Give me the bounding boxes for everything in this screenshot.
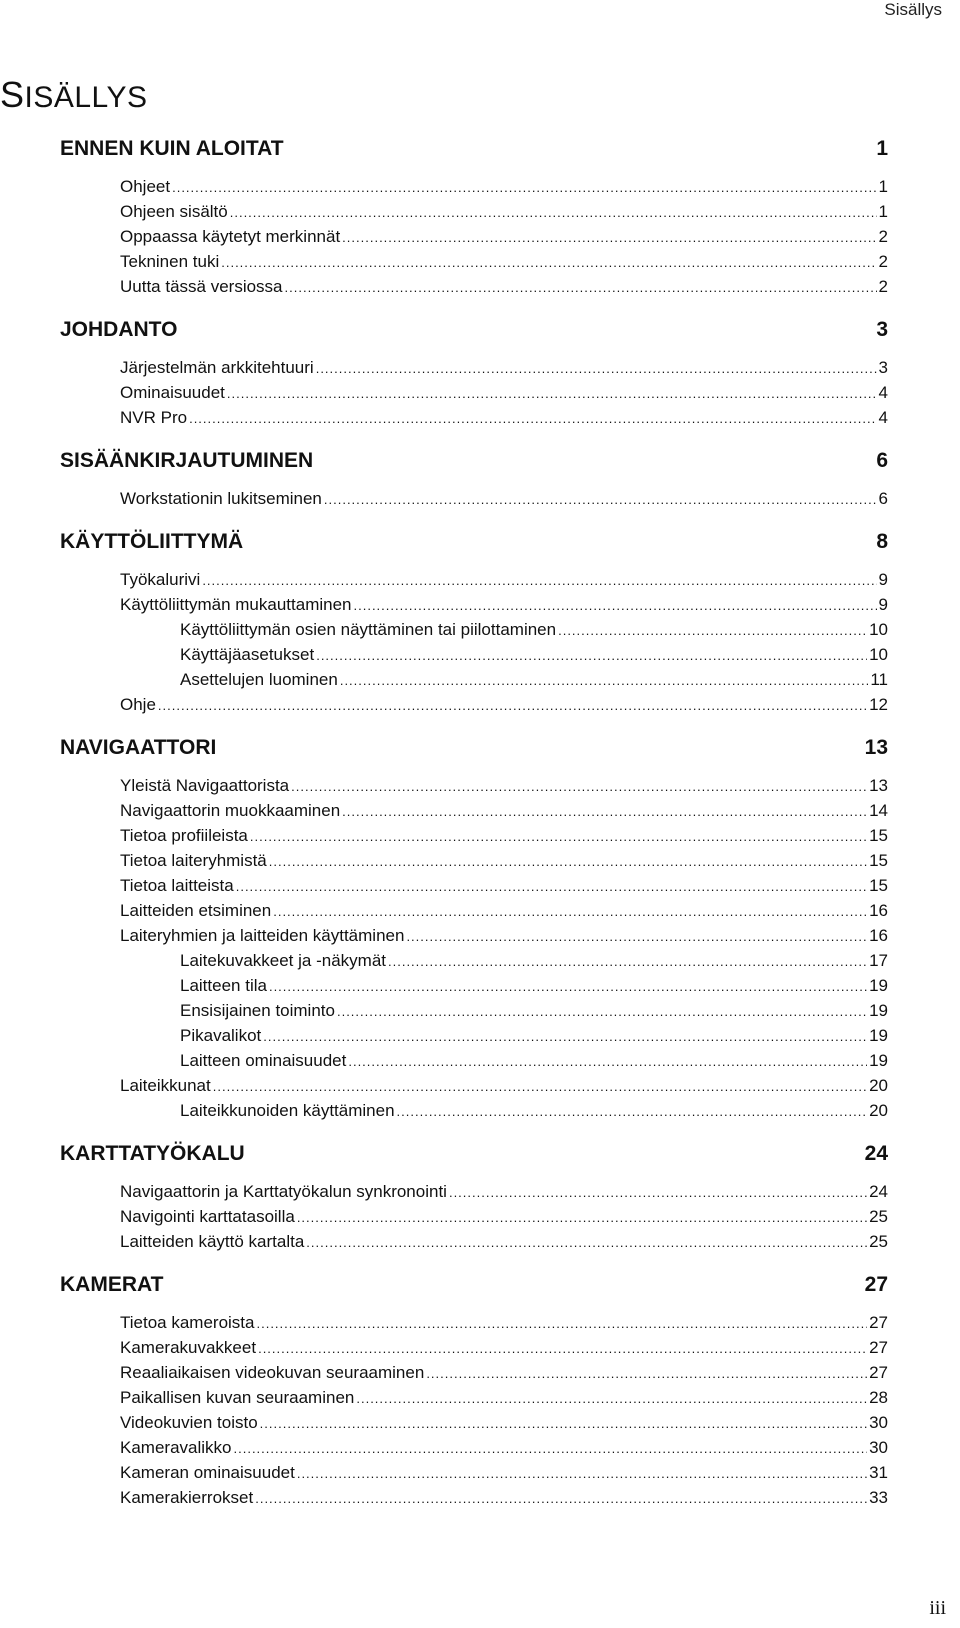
- running-header: Sisällys: [884, 0, 942, 19]
- toc-entry[interactable]: [60, 948, 888, 973]
- toc-entry-page: 25: [869, 1232, 888, 1251]
- toc-entry-page: 16: [869, 926, 888, 945]
- toc-entry[interactable]: [60, 405, 888, 430]
- toc-entry-title: Työkalurivi: [120, 570, 201, 589]
- dot-leader: [260, 1411, 867, 1436]
- dot-leader: [388, 949, 867, 974]
- dot-leader: [449, 1180, 867, 1205]
- toc-entry-page: 27: [869, 1313, 888, 1332]
- toc-entry-title: Reaaliaikaisen videokuvan seuraaminen: [120, 1363, 425, 1382]
- toc-entry-page: 16: [869, 901, 888, 920]
- toc-entry[interactable]: [60, 1385, 888, 1410]
- dot-leader: [337, 999, 867, 1024]
- dot-leader: [269, 974, 867, 999]
- toc-entry[interactable]: [60, 1229, 888, 1254]
- toc-chapter-page: 3: [876, 318, 888, 341]
- toc-entry[interactable]: [60, 998, 888, 1023]
- toc-entry-title: Pikavalikot: [180, 1026, 262, 1045]
- dot-leader: [236, 874, 867, 899]
- dot-leader: [273, 899, 867, 924]
- toc-entry-page: 30: [869, 1438, 888, 1457]
- toc-entry-title: Kamerakierrokset: [120, 1488, 254, 1507]
- toc-entry-title: Videokuvien toisto: [120, 1413, 258, 1432]
- toc-entry-page: 9: [878, 595, 888, 614]
- dot-leader: [250, 824, 867, 849]
- toc-entry-title: Laitteen ominaisuudet: [180, 1051, 347, 1070]
- toc-entry-title: Navigaattorin muokkaaminen: [120, 801, 341, 820]
- toc-entry[interactable]: [60, 642, 888, 667]
- dot-leader: [426, 1361, 867, 1386]
- toc-entry-page: 14: [869, 801, 888, 820]
- toc-entry[interactable]: [60, 567, 888, 592]
- toc-chapter-page: 8: [876, 530, 888, 553]
- dot-leader: [255, 1486, 867, 1511]
- toc-chapter[interactable]: [60, 1139, 888, 1169]
- toc-entry[interactable]: [60, 923, 888, 948]
- toc-entry-page: 20: [869, 1076, 888, 1095]
- toc-chapter-title: SISÄÄNKIRJAUTUMINEN: [60, 449, 314, 472]
- toc-entry-page: 28: [869, 1388, 888, 1407]
- toc-entry-page: 30: [869, 1413, 888, 1432]
- toc-entry-title: Käyttäjäasetukset: [180, 645, 315, 664]
- toc-entry-page: 1: [878, 177, 888, 196]
- dot-leader: [221, 250, 876, 275]
- toc-entry[interactable]: [60, 486, 888, 511]
- toc-entry[interactable]: [60, 1485, 888, 1510]
- toc-entry-title: Asettelujen luominen: [180, 670, 338, 689]
- dot-leader: [213, 1074, 867, 1099]
- toc-chapter-title: KÄYTTÖLIITTYMÄ: [60, 530, 244, 553]
- toc-chapter[interactable]: [60, 527, 888, 557]
- toc-entry-title: Navigaattorin ja Karttatyökalun synkronointi: [120, 1182, 447, 1201]
- dot-leader: [406, 924, 867, 949]
- dot-leader: [227, 381, 877, 406]
- toc-entry-title: Laiteikkunoiden käyttäminen: [180, 1101, 395, 1120]
- toc-entry[interactable]: [60, 274, 888, 299]
- toc-entry-title: Ohjeet: [120, 177, 171, 196]
- toc-entry-list: [60, 567, 888, 717]
- toc-entry-page: 19: [869, 1001, 888, 1020]
- toc-entry-page: 13: [869, 776, 888, 795]
- toc-entry-title: Ensisijainen toiminto: [180, 1001, 335, 1020]
- dot-leader: [234, 1436, 868, 1461]
- toc-entry-page: 11: [870, 670, 888, 689]
- toc-entry-list: [60, 1179, 888, 1254]
- toc-entry[interactable]: [60, 1073, 888, 1098]
- toc-chapter-page: 24: [864, 1142, 888, 1165]
- toc-entry-list: [60, 773, 888, 1123]
- toc-entry-page: 31: [869, 1463, 888, 1482]
- toc-entry[interactable]: [60, 199, 888, 224]
- toc-entry[interactable]: [60, 1310, 888, 1335]
- toc-entry-title: Workstationin lukitseminen: [120, 489, 322, 508]
- dot-leader: [285, 275, 877, 300]
- toc-entry[interactable]: [60, 380, 888, 405]
- toc-chapter-title: NAVIGAATTORI: [60, 736, 217, 759]
- dot-leader: [297, 1205, 867, 1230]
- toc-entry-page: 33: [869, 1488, 888, 1507]
- toc-entry-title: Laiteikkunat: [120, 1076, 211, 1095]
- toc-entry[interactable]: [60, 973, 888, 998]
- toc-entry-page: 27: [869, 1338, 888, 1357]
- toc-entry-list: [60, 1310, 888, 1510]
- toc-entry-title: Käyttöliittymän osien näyttäminen tai piilottaminen: [180, 620, 557, 639]
- toc-chapter[interactable]: [60, 733, 888, 763]
- toc-entry[interactable]: [60, 617, 888, 642]
- toc-entry-page: 19: [869, 976, 888, 995]
- page-title: [0, 74, 148, 116]
- toc-entry-title: Kamerakuvakkeet: [120, 1338, 257, 1357]
- dot-leader: [172, 175, 876, 200]
- toc-entry-title: Tietoa laitteista: [120, 876, 234, 895]
- page-title-initial: S: [0, 74, 25, 115]
- toc-chapter[interactable]: [60, 446, 888, 476]
- toc-entry[interactable]: [60, 823, 888, 848]
- toc-chapter[interactable]: [60, 315, 888, 345]
- toc-entry-title: Tietoa kameroista: [120, 1313, 255, 1332]
- toc-entry[interactable]: [60, 898, 888, 923]
- toc-entry-title: Uutta tässä versiossa: [120, 277, 283, 296]
- toc-entry-title: Kameran ominaisuudet: [120, 1463, 295, 1482]
- dot-leader: [306, 1230, 867, 1255]
- table-of-contents: [60, 134, 888, 1526]
- toc-entry-title: Tietoa profiileista: [120, 826, 248, 845]
- toc-entry-title: Laitteiden käyttö kartalta: [120, 1232, 305, 1251]
- toc-entry-page: 12: [869, 695, 888, 714]
- toc-entry[interactable]: [60, 1098, 888, 1123]
- toc-entry-page: 10: [869, 620, 888, 639]
- toc-entry[interactable]: [60, 1179, 888, 1204]
- toc-entry-list: [60, 355, 888, 430]
- dot-leader: [291, 774, 867, 799]
- toc-entry-page: 17: [869, 951, 888, 970]
- page-title-rest: ISÄLLYS: [24, 81, 148, 114]
- toc-entry[interactable]: [60, 1335, 888, 1360]
- toc-entry-page: 6: [878, 489, 888, 508]
- toc-entry-title: Kameravalikko: [120, 1438, 232, 1457]
- dot-leader: [397, 1099, 868, 1124]
- toc-chapter-page: 1: [876, 137, 888, 160]
- dot-leader: [354, 593, 877, 618]
- toc-entry-page: 3: [878, 358, 888, 377]
- dot-leader: [263, 1024, 867, 1049]
- toc-entry-page: 1: [878, 202, 888, 221]
- dot-leader: [297, 1461, 867, 1486]
- dot-leader: [356, 1386, 867, 1411]
- toc-entry[interactable]: [60, 798, 888, 823]
- toc-entry[interactable]: [60, 848, 888, 873]
- toc-entry-title: Ohje: [120, 695, 156, 714]
- dot-leader: [348, 1049, 867, 1074]
- dot-leader: [230, 200, 877, 225]
- toc-entry-title: Ohjeen sisältö: [120, 202, 228, 221]
- toc-entry-page: 9: [878, 570, 888, 589]
- dot-leader: [340, 668, 869, 693]
- toc-entry-title: Laitteen tila: [180, 976, 267, 995]
- toc-entry[interactable]: [60, 667, 888, 692]
- dot-leader: [189, 406, 876, 431]
- toc-entry-page: 2: [878, 252, 888, 271]
- toc-entry[interactable]: [60, 1410, 888, 1435]
- dot-leader: [558, 618, 867, 643]
- toc-entry-title: Järjestelmän arkkitehtuuri: [120, 358, 314, 377]
- toc-chapter-page: 13: [864, 736, 888, 759]
- toc-entry-title: Käyttöliittymän mukauttaminen: [120, 595, 352, 614]
- dot-leader: [342, 225, 876, 250]
- toc-entry[interactable]: [60, 355, 888, 380]
- toc-entry-title: Paikallisen kuvan seuraaminen: [120, 1388, 355, 1407]
- dot-leader: [324, 487, 877, 512]
- page-number: iii: [929, 1597, 946, 1619]
- toc-entry-title: Ominaisuudet: [120, 383, 225, 402]
- toc-entry-title: Laiteryhmien ja laitteiden käyttäminen: [120, 926, 405, 945]
- toc-entry[interactable]: [60, 1460, 888, 1485]
- toc-entry-page: 10: [869, 645, 888, 664]
- toc-entry-list: [60, 174, 888, 299]
- dot-leader: [269, 849, 867, 874]
- dot-leader: [256, 1311, 867, 1336]
- toc-entry-page: 24: [869, 1182, 888, 1201]
- toc-chapter-title: KAMERAT: [60, 1273, 164, 1296]
- toc-entry-page: 4: [878, 383, 888, 402]
- toc-chapter[interactable]: [60, 1270, 888, 1300]
- toc-chapter-title: ENNEN KUIN ALOITAT: [60, 137, 284, 160]
- toc-entry[interactable]: [60, 1023, 888, 1048]
- toc-entry-list: [60, 486, 888, 511]
- toc-entry-title: Tekninen tuki: [120, 252, 220, 271]
- toc-entry[interactable]: [60, 249, 888, 274]
- toc-entry-page: 4: [878, 408, 888, 427]
- toc-chapter[interactable]: [60, 134, 888, 164]
- toc-entry-title: Oppaassa käytetyt merkinnät: [120, 227, 341, 246]
- dot-leader: [316, 356, 877, 381]
- toc-chapter-title: KARTTATYÖKALU: [60, 1142, 245, 1165]
- dot-leader: [316, 643, 867, 668]
- toc-entry[interactable]: [60, 773, 888, 798]
- toc-entry-page: 20: [869, 1101, 888, 1120]
- toc-chapter-page: 6: [876, 449, 888, 472]
- toc-entry[interactable]: [60, 1204, 888, 1229]
- toc-entry[interactable]: [60, 1435, 888, 1460]
- toc-entry[interactable]: [60, 692, 888, 717]
- toc-entry-title: Navigointi karttatasoilla: [120, 1207, 295, 1226]
- toc-entry[interactable]: [60, 873, 888, 898]
- toc-entry[interactable]: [60, 1360, 888, 1385]
- toc-entry-page: 15: [869, 851, 888, 870]
- toc-entry-page: 15: [869, 826, 888, 845]
- dot-leader: [342, 799, 867, 824]
- toc-entry-page: 27: [869, 1363, 888, 1382]
- toc-entry-title: Tietoa laiteryhmistä: [120, 851, 267, 870]
- toc-entry[interactable]: [60, 174, 888, 199]
- dot-leader: [202, 568, 876, 593]
- toc-entry[interactable]: [60, 592, 888, 617]
- toc-entry[interactable]: [60, 224, 888, 249]
- toc-entry-page: 2: [878, 277, 888, 296]
- dot-leader: [158, 693, 867, 718]
- toc-entry-page: 25: [869, 1207, 888, 1226]
- toc-entry-page: 15: [869, 876, 888, 895]
- toc-entry-title: Yleistä Navigaattorista: [120, 776, 290, 795]
- toc-entry-page: 19: [869, 1026, 888, 1045]
- dot-leader: [258, 1336, 867, 1361]
- toc-entry-title: Laitteiden etsiminen: [120, 901, 272, 920]
- toc-entry-title: Laitekuvakkeet ja -näkymät: [180, 951, 386, 970]
- toc-chapter-title: JOHDANTO: [60, 318, 178, 341]
- toc-entry-page: 19: [869, 1051, 888, 1070]
- toc-entry[interactable]: [60, 1048, 888, 1073]
- toc-entry-page: 2: [878, 227, 888, 246]
- toc-chapter-page: 27: [864, 1273, 888, 1296]
- toc-entry-title: NVR Pro: [120, 408, 188, 427]
